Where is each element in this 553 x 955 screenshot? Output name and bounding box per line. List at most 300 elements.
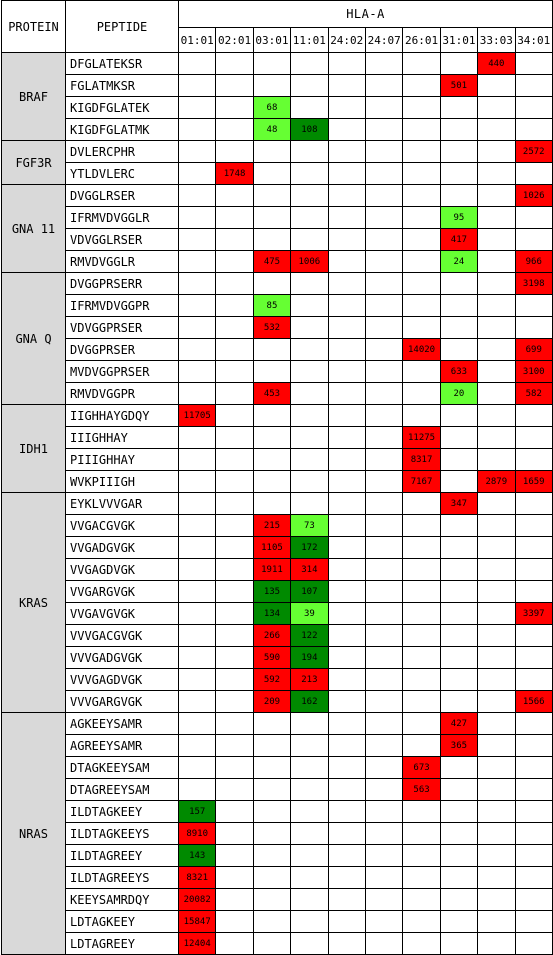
binding-value-cell: 590 (253, 647, 290, 669)
empty-cell (216, 537, 253, 559)
protein-cell: BRAF (2, 53, 66, 141)
empty-cell (216, 713, 253, 735)
peptide-cell: RMVDVGGPR (66, 383, 179, 405)
protein-cell: GNA Q (2, 273, 66, 405)
empty-cell (440, 559, 477, 581)
empty-cell (365, 361, 402, 383)
empty-cell (478, 339, 515, 361)
peptide-cell: VVGARGVGK (66, 581, 179, 603)
empty-cell (179, 581, 216, 603)
empty-cell (328, 581, 365, 603)
table-header (2, 1, 553, 53)
table-row (2, 185, 553, 207)
peptide-cell: EYKLVVVGAR (66, 493, 179, 515)
empty-cell (515, 845, 552, 867)
allele-header: 33:03 (478, 28, 515, 53)
empty-cell (253, 339, 290, 361)
empty-cell (291, 779, 328, 801)
binding-value-cell: 3100 (515, 361, 552, 383)
empty-cell (478, 229, 515, 251)
peptide-cell: DVGGPRSERR (66, 273, 179, 295)
empty-cell (216, 339, 253, 361)
empty-cell (515, 515, 552, 537)
empty-cell (440, 317, 477, 339)
empty-cell (253, 845, 290, 867)
empty-cell (365, 75, 402, 97)
binding-value-cell: 563 (403, 779, 440, 801)
table-row (2, 713, 553, 735)
allele-header: 31:01 (440, 28, 477, 53)
empty-cell (216, 867, 253, 889)
empty-cell (478, 97, 515, 119)
empty-cell (328, 515, 365, 537)
empty-cell (365, 295, 402, 317)
empty-cell (291, 317, 328, 339)
empty-cell (291, 295, 328, 317)
empty-cell (179, 207, 216, 229)
empty-cell (365, 53, 402, 75)
table-row (2, 757, 553, 779)
empty-cell (440, 295, 477, 317)
empty-cell (328, 339, 365, 361)
empty-cell (403, 691, 440, 713)
empty-cell (440, 581, 477, 603)
binding-value-cell: 673 (403, 757, 440, 779)
empty-cell (253, 823, 290, 845)
empty-cell (179, 449, 216, 471)
empty-cell (328, 757, 365, 779)
empty-cell (328, 119, 365, 141)
empty-cell (291, 75, 328, 97)
empty-cell (216, 647, 253, 669)
empty-cell (216, 933, 253, 955)
table-row (2, 119, 553, 141)
empty-cell (253, 889, 290, 911)
empty-cell (216, 845, 253, 867)
empty-cell (216, 515, 253, 537)
empty-cell (365, 757, 402, 779)
table-row (2, 691, 553, 713)
empty-cell (179, 163, 216, 185)
table-row (2, 669, 553, 691)
empty-cell (515, 647, 552, 669)
empty-cell (216, 207, 253, 229)
empty-cell (291, 97, 328, 119)
empty-cell (478, 625, 515, 647)
empty-cell (328, 933, 365, 955)
empty-cell (365, 537, 402, 559)
binding-value-cell: 532 (253, 317, 290, 339)
table-row (2, 801, 553, 823)
binding-value-cell: 73 (291, 515, 328, 537)
table-body (2, 53, 553, 955)
empty-cell (291, 493, 328, 515)
peptide-column-header: PEPTIDE (66, 1, 179, 53)
empty-cell (478, 515, 515, 537)
empty-cell (179, 427, 216, 449)
empty-cell (328, 185, 365, 207)
binding-value-cell: 592 (253, 669, 290, 691)
peptide-cell: VVGADGVGK (66, 537, 179, 559)
binding-value-cell: 501 (440, 75, 477, 97)
table-row (2, 317, 553, 339)
empty-cell (328, 97, 365, 119)
peptide-cell: ILDTAGKEEYS (66, 823, 179, 845)
empty-cell (365, 405, 402, 427)
hla-a-header: HLA-A (179, 1, 553, 28)
empty-cell (515, 207, 552, 229)
empty-cell (478, 449, 515, 471)
table-row (2, 933, 553, 955)
empty-cell (328, 317, 365, 339)
table-row (2, 823, 553, 845)
empty-cell (253, 141, 290, 163)
empty-cell (291, 383, 328, 405)
allele-header: 24:07 (365, 28, 402, 53)
empty-cell (179, 383, 216, 405)
binding-value-cell: 209 (253, 691, 290, 713)
table-row (2, 163, 553, 185)
table-row (2, 273, 553, 295)
empty-cell (478, 867, 515, 889)
empty-cell (216, 559, 253, 581)
table-row (2, 339, 553, 361)
empty-cell (365, 713, 402, 735)
empty-cell (291, 713, 328, 735)
empty-cell (291, 801, 328, 823)
empty-cell (403, 625, 440, 647)
empty-cell (328, 845, 365, 867)
empty-cell (179, 757, 216, 779)
empty-cell (440, 823, 477, 845)
empty-cell (478, 383, 515, 405)
empty-cell (515, 427, 552, 449)
peptide-cell: DTAGREEYSAM (66, 779, 179, 801)
peptide-cell: DVGGLRSER (66, 185, 179, 207)
peptide-cell: IFRMVDVGGLR (66, 207, 179, 229)
binding-value-cell: 2879 (478, 471, 515, 493)
peptide-cell: VDVGGPRSER (66, 317, 179, 339)
empty-cell (179, 295, 216, 317)
empty-cell (291, 207, 328, 229)
empty-cell (328, 361, 365, 383)
empty-cell (179, 185, 216, 207)
binding-value-cell: 95 (440, 207, 477, 229)
table-row (2, 207, 553, 229)
binding-value-cell: 417 (440, 229, 477, 251)
empty-cell (179, 75, 216, 97)
binding-value-cell: 8910 (179, 823, 216, 845)
empty-cell (515, 119, 552, 141)
empty-cell (478, 845, 515, 867)
empty-cell (179, 493, 216, 515)
empty-cell (216, 383, 253, 405)
empty-cell (216, 405, 253, 427)
empty-cell (179, 735, 216, 757)
binding-value-cell: 966 (515, 251, 552, 273)
empty-cell (440, 933, 477, 955)
empty-cell (365, 383, 402, 405)
peptide-cell: AGREEYSAMR (66, 735, 179, 757)
peptide-cell: VVGAVGVGK (66, 603, 179, 625)
empty-cell (403, 383, 440, 405)
empty-cell (253, 405, 290, 427)
empty-cell (253, 273, 290, 295)
empty-cell (515, 97, 552, 119)
empty-cell (216, 493, 253, 515)
empty-cell (253, 867, 290, 889)
peptide-cell: LDTAGKEEY (66, 911, 179, 933)
binding-value-cell: 475 (253, 251, 290, 273)
empty-cell (291, 933, 328, 955)
empty-cell (216, 295, 253, 317)
empty-cell (216, 889, 253, 911)
empty-cell (365, 317, 402, 339)
empty-cell (515, 163, 552, 185)
peptide-cell: WVKPIIIGH (66, 471, 179, 493)
empty-cell (515, 559, 552, 581)
binding-value-cell: 20 (440, 383, 477, 405)
empty-cell (328, 691, 365, 713)
empty-cell (253, 471, 290, 493)
empty-cell (253, 933, 290, 955)
empty-cell (328, 273, 365, 295)
empty-cell (179, 141, 216, 163)
empty-cell (365, 867, 402, 889)
protein-cell: GNA 11 (2, 185, 66, 273)
binding-value-cell: 20082 (179, 889, 216, 911)
table-row (2, 361, 553, 383)
empty-cell (216, 251, 253, 273)
binding-value-cell: 134 (253, 603, 290, 625)
binding-value-cell: 108 (291, 119, 328, 141)
empty-cell (253, 713, 290, 735)
empty-cell (365, 779, 402, 801)
empty-cell (328, 471, 365, 493)
empty-cell (291, 405, 328, 427)
empty-cell (179, 229, 216, 251)
empty-cell (478, 163, 515, 185)
empty-cell (365, 669, 402, 691)
empty-cell (478, 801, 515, 823)
empty-cell (403, 361, 440, 383)
empty-cell (440, 603, 477, 625)
peptide-cell: VVGACGVGK (66, 515, 179, 537)
table-row (2, 97, 553, 119)
empty-cell (515, 867, 552, 889)
empty-cell (179, 559, 216, 581)
peptide-cell: VVGAGDVGK (66, 559, 179, 581)
binding-value-cell: 11275 (403, 427, 440, 449)
empty-cell (440, 801, 477, 823)
empty-cell (328, 867, 365, 889)
empty-cell (478, 119, 515, 141)
empty-cell (291, 845, 328, 867)
empty-cell (216, 141, 253, 163)
empty-cell (216, 603, 253, 625)
empty-cell (291, 427, 328, 449)
empty-cell (515, 317, 552, 339)
empty-cell (216, 471, 253, 493)
protein-cell: NRAS (2, 713, 66, 955)
empty-cell (478, 141, 515, 163)
binding-value-cell: 213 (291, 669, 328, 691)
empty-cell (291, 53, 328, 75)
peptide-cell: MVDVGGPRSER (66, 361, 179, 383)
empty-cell (216, 779, 253, 801)
empty-cell (403, 845, 440, 867)
empty-cell (440, 163, 477, 185)
empty-cell (440, 757, 477, 779)
empty-cell (328, 53, 365, 75)
empty-cell (515, 405, 552, 427)
empty-cell (440, 405, 477, 427)
empty-cell (253, 163, 290, 185)
empty-cell (515, 53, 552, 75)
empty-cell (328, 801, 365, 823)
table-row (2, 625, 553, 647)
table-row (2, 405, 553, 427)
empty-cell (291, 823, 328, 845)
empty-cell (365, 735, 402, 757)
table-row (2, 141, 553, 163)
binding-value-cell: 24 (440, 251, 477, 273)
binding-value-cell: 122 (291, 625, 328, 647)
peptide-cell: DVGGPRSER (66, 339, 179, 361)
empty-cell (365, 163, 402, 185)
empty-cell (365, 647, 402, 669)
empty-cell (365, 515, 402, 537)
binding-value-cell: 427 (440, 713, 477, 735)
empty-cell (403, 295, 440, 317)
empty-cell (216, 449, 253, 471)
empty-cell (328, 889, 365, 911)
empty-cell (328, 163, 365, 185)
empty-cell (253, 757, 290, 779)
empty-cell (403, 141, 440, 163)
empty-cell (179, 119, 216, 141)
empty-cell (328, 493, 365, 515)
binding-value-cell: 1911 (253, 559, 290, 581)
empty-cell (515, 493, 552, 515)
empty-cell (216, 581, 253, 603)
empty-cell (515, 735, 552, 757)
empty-cell (440, 273, 477, 295)
empty-cell (478, 273, 515, 295)
empty-cell (253, 75, 290, 97)
empty-cell (478, 735, 515, 757)
empty-cell (365, 339, 402, 361)
empty-cell (291, 471, 328, 493)
empty-cell (440, 625, 477, 647)
empty-cell (216, 75, 253, 97)
empty-cell (216, 273, 253, 295)
empty-cell (216, 691, 253, 713)
empty-cell (440, 471, 477, 493)
empty-cell (253, 801, 290, 823)
empty-cell (179, 53, 216, 75)
peptide-cell: KIGDFGLATMK (66, 119, 179, 141)
empty-cell (515, 757, 552, 779)
empty-cell (328, 625, 365, 647)
empty-cell (179, 273, 216, 295)
empty-cell (365, 97, 402, 119)
empty-cell (291, 185, 328, 207)
empty-cell (403, 185, 440, 207)
binding-value-cell: 1006 (291, 251, 328, 273)
empty-cell (365, 185, 402, 207)
empty-cell (365, 427, 402, 449)
empty-cell (478, 493, 515, 515)
table-row (2, 735, 553, 757)
empty-cell (403, 559, 440, 581)
empty-cell (515, 933, 552, 955)
protein-column-header: PROTEIN (2, 1, 66, 53)
empty-cell (515, 581, 552, 603)
empty-cell (403, 823, 440, 845)
binding-value-cell: 12404 (179, 933, 216, 955)
binding-value-cell: 11705 (179, 405, 216, 427)
empty-cell (328, 537, 365, 559)
empty-cell (478, 427, 515, 449)
empty-cell (478, 75, 515, 97)
binding-value-cell: 1748 (216, 163, 253, 185)
allele-header: 02:01 (216, 28, 253, 53)
binding-value-cell: 2572 (515, 141, 552, 163)
binding-value-cell: 1659 (515, 471, 552, 493)
table-row (2, 537, 553, 559)
empty-cell (179, 515, 216, 537)
empty-cell (291, 273, 328, 295)
empty-cell (328, 295, 365, 317)
empty-cell (328, 735, 365, 757)
empty-cell (515, 889, 552, 911)
empty-cell (328, 603, 365, 625)
binding-value-cell: 1105 (253, 537, 290, 559)
table-row (2, 779, 553, 801)
allele-header: 26:01 (403, 28, 440, 53)
empty-cell (179, 625, 216, 647)
empty-cell (478, 889, 515, 911)
empty-cell (440, 669, 477, 691)
binding-value-cell: 8317 (403, 449, 440, 471)
empty-cell (328, 449, 365, 471)
binding-value-cell: 39 (291, 603, 328, 625)
empty-cell (365, 823, 402, 845)
empty-cell (478, 317, 515, 339)
empty-cell (365, 251, 402, 273)
empty-cell (365, 625, 402, 647)
empty-cell (179, 361, 216, 383)
binding-value-cell: 143 (179, 845, 216, 867)
empty-cell (365, 603, 402, 625)
table-row (2, 295, 553, 317)
empty-cell (216, 625, 253, 647)
empty-cell (365, 493, 402, 515)
table-row (2, 581, 553, 603)
empty-cell (216, 427, 253, 449)
empty-cell (216, 735, 253, 757)
empty-cell (403, 933, 440, 955)
empty-cell (403, 119, 440, 141)
empty-cell (179, 317, 216, 339)
empty-cell (291, 889, 328, 911)
binding-value-cell: 1566 (515, 691, 552, 713)
binding-value-cell: 157 (179, 801, 216, 823)
empty-cell (515, 75, 552, 97)
empty-cell (478, 911, 515, 933)
empty-cell (403, 867, 440, 889)
